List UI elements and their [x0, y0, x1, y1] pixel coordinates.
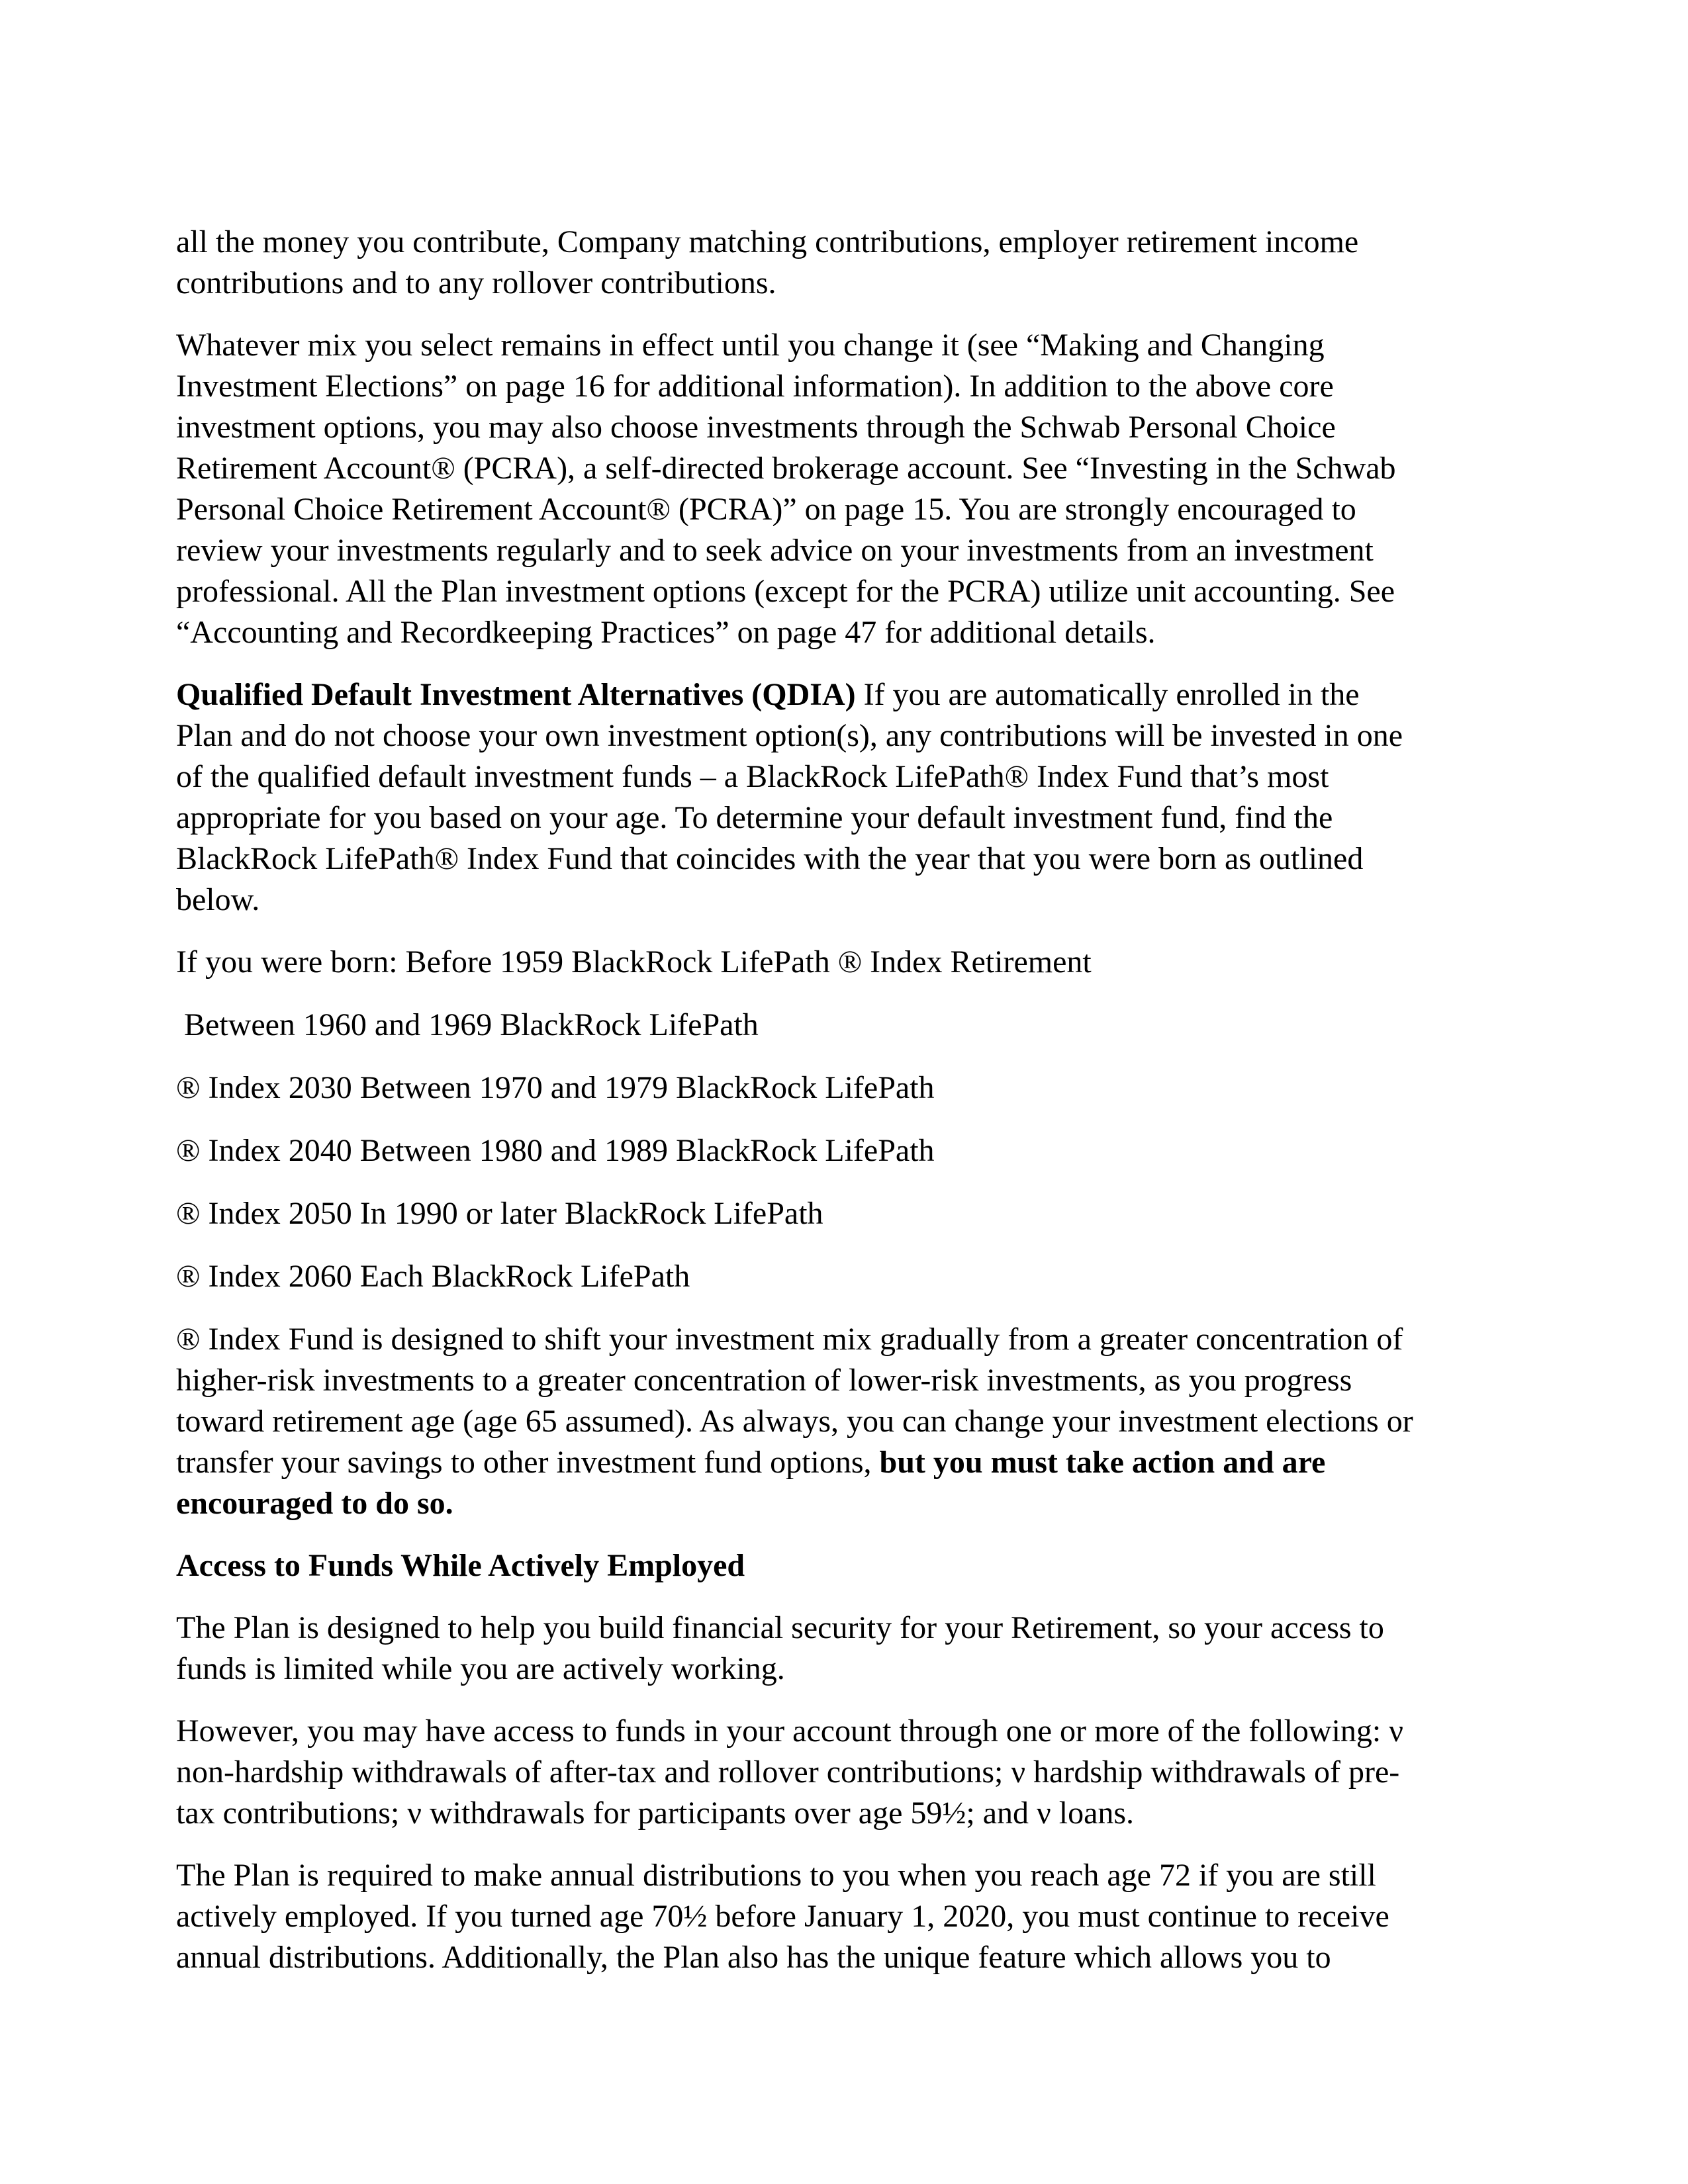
text-line: However, you may have access to funds in your account through one or more of the following: ν: [176, 1713, 1403, 1749]
text-line: review your investments regularly and to seek advice on your investments from an investment: [176, 533, 1374, 568]
text-line: funds is limited while you are actively working.: [176, 1651, 785, 1686]
text-line: of the qualified default investment funds – a BlackRock LifePath® Index Fund that’s most: [176, 759, 1329, 794]
text-line: contributions and to any rollover contributions.: [176, 265, 776, 300]
text-line: [176, 674, 1500, 715]
text-line: toward retirement age (age 65 assumed). As always, you can change your investment elections or: [176, 1404, 1413, 1439]
fund-line: ® Index 2050 In 1990 or later BlackRock LifePath: [176, 1196, 823, 1231]
text-line: professional. All the Plan investment options (except for the PCRA) utilize unit accounting. See: [176, 574, 1395, 609]
text-line: ® Index Fund is designed to shift your investment mix gradually from a greater concentration of: [176, 1322, 1403, 1357]
fund-line: ® Index 2060 Each BlackRock LifePath: [176, 1259, 690, 1294]
text-line: Plan and do not choose your own investment option(s), any contributions will be invested in one: [176, 718, 1403, 753]
text-line: Personal Choice Retirement Account® (PCRA)” on page 15. You are strongly encouraged to: [176, 492, 1356, 527]
text-regular: transfer your savings to other investment fund options,: [176, 1445, 880, 1480]
text-line: Investment Elections” on page 16 for additional information). In addition to the above core: [176, 369, 1334, 404]
paragraph-required-distributions: [176, 1855, 1500, 1978]
text-line: Whatever mix you select remains in effect until you change it (see “Making and Changing: [176, 328, 1325, 363]
document-page: [176, 222, 1500, 1999]
emphasis-text: but you must take action and are: [879, 1445, 1326, 1480]
paragraph-contributions: [176, 222, 1500, 304]
text-line: BlackRock LifePath® Index Fund that coincides with the year that you were born as outlined: [176, 841, 1364, 876]
section-heading-access-to-funds: Access to Funds While Actively Employed: [176, 1548, 745, 1583]
text-line: annual distributions. Additionally, the Plan also has the unique feature which allows you to: [176, 1940, 1331, 1975]
text-line: higher-risk investments to a greater concentration of lower-risk investments, as you progress: [176, 1363, 1352, 1398]
qdia-intro-text: If you are automatically enrolled in the: [855, 677, 1360, 712]
text-line: tax contributions; ν withdrawals for participants over age 59½; and ν loans.: [176, 1796, 1135, 1831]
text-line: The Plan is required to make annual distributions to you when you reach age 72 if you are still: [176, 1858, 1376, 1893]
text-line: “Accounting and Recordkeeping Practices” on page 47 for additional details.: [176, 615, 1156, 650]
fund-line: If you were born: Before 1959 BlackRock LifePath ® Index Retirement: [176, 944, 1092, 979]
paragraph-investment-mix: [176, 325, 1500, 653]
paragraph-however: [176, 1711, 1500, 1834]
text-line: all the money you contribute, Company matching contributions, employer retirement income: [176, 224, 1359, 259]
paragraph-access: [176, 1608, 1500, 1690]
fund-line: Between 1960 and 1969 BlackRock LifePath: [176, 1007, 759, 1042]
text-line: Retirement Account® (PCRA), a self-directed brokerage account. See “Investing in the Schwab: [176, 451, 1396, 486]
text-line: below.: [176, 882, 260, 917]
paragraph-qdia: [176, 674, 1500, 921]
fund-line: ® Index 2040 Between 1980 and 1989 BlackRock LifePath: [176, 1133, 935, 1168]
emphasis-text: encouraged to do so.: [176, 1486, 453, 1521]
text-line: investment options, you may also choose investments through the Schwab Personal Choice: [176, 410, 1336, 445]
text-line: [176, 1442, 1500, 1483]
text-line: non-hardship withdrawals of after-tax and rollover contributions; ν hardship withdrawals of pre-: [176, 1754, 1400, 1790]
paragraph-index-fund: [176, 1319, 1500, 1524]
text-line: actively employed. If you turned age 70½ before January 1, 2020, you must continue to receive: [176, 1899, 1389, 1934]
text-line: appropriate for you based on your age. To determine your default investment fund, find the: [176, 800, 1333, 835]
fund-line: ® Index 2030 Between 1970 and 1979 BlackRock LifePath: [176, 1070, 935, 1105]
text-line: The Plan is designed to help you build financial security for your Retirement, so your access to: [176, 1610, 1384, 1645]
qdia-heading: Qualified Default Investment Alternatives (QDIA): [176, 677, 856, 712]
